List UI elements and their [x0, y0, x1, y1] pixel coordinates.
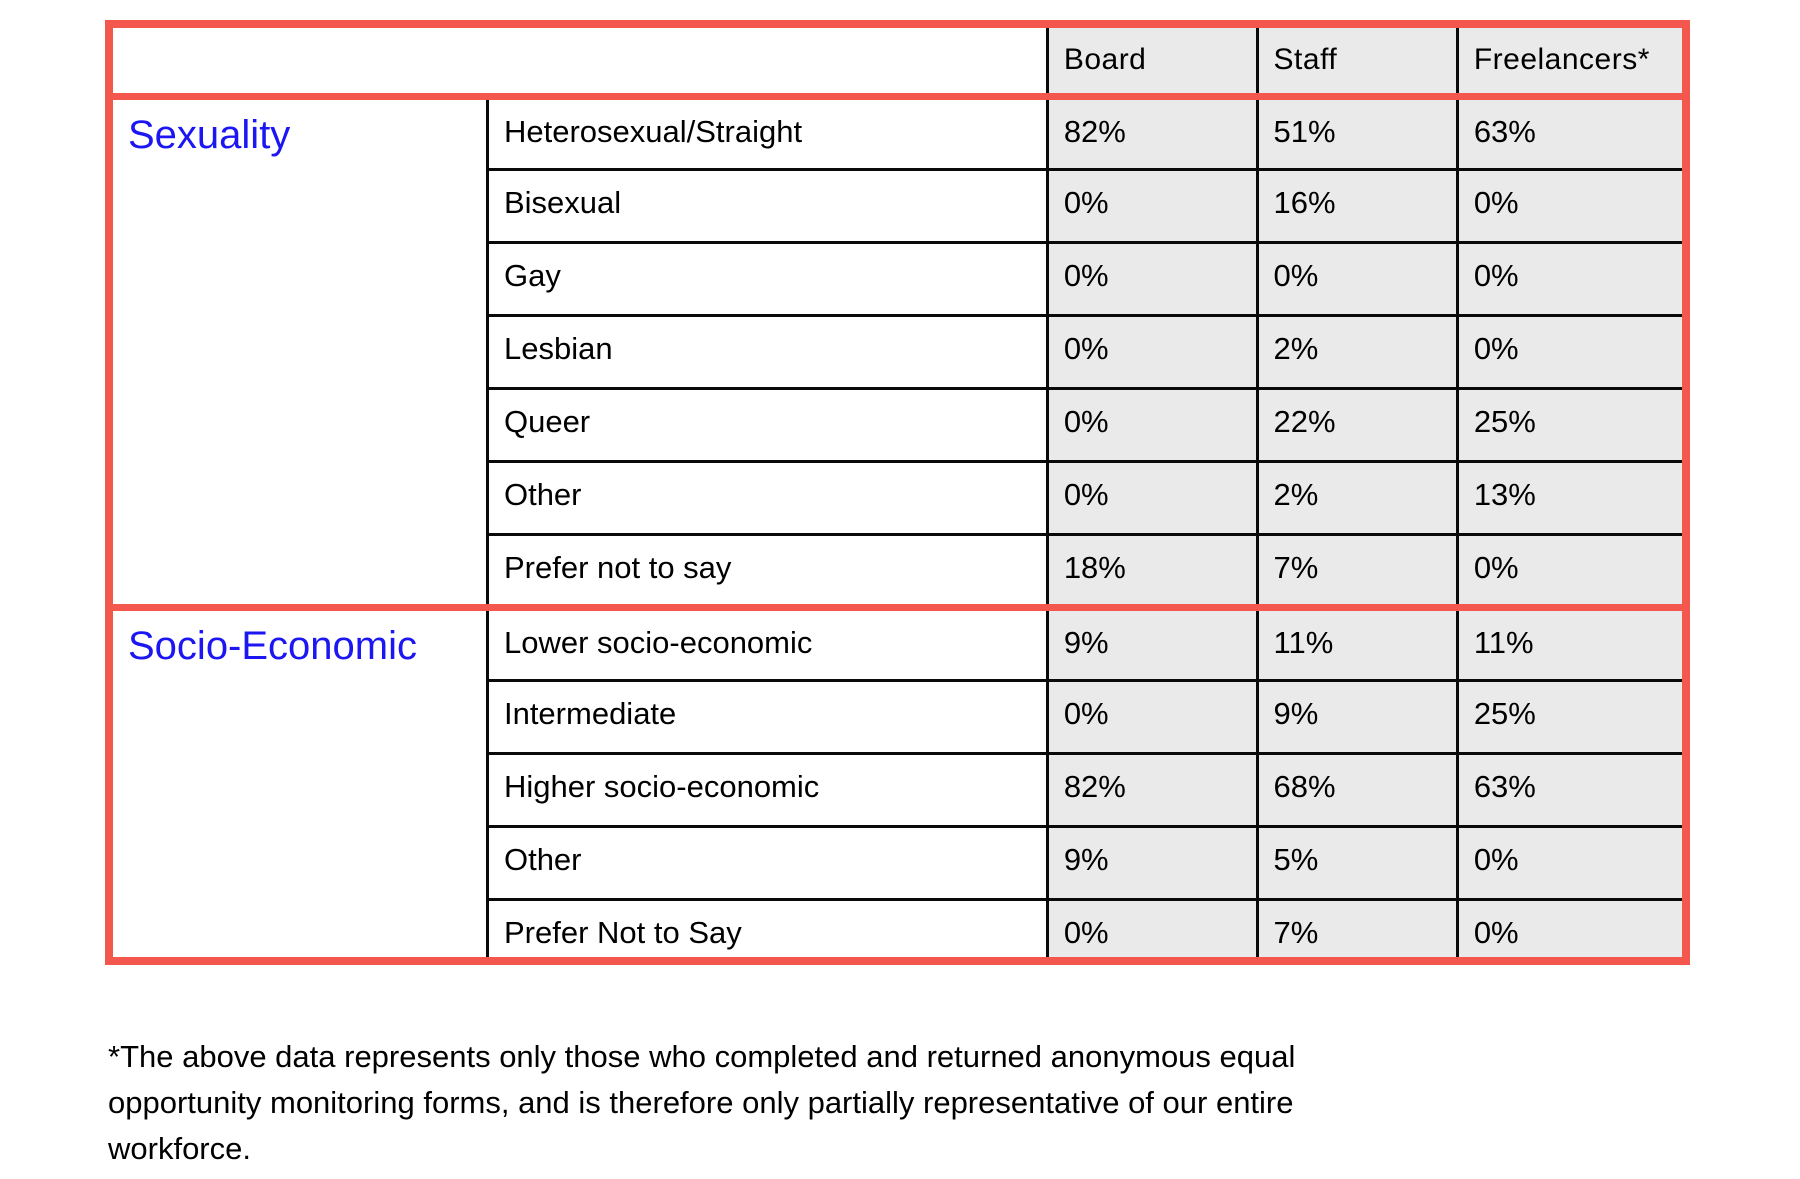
value-cell-board: 0% — [1047, 899, 1257, 961]
value-cell-freelancers: 13% — [1457, 461, 1686, 534]
value-cell-staff: 51% — [1257, 96, 1457, 169]
category-cell: Lesbian — [487, 315, 1047, 388]
value-cell-board: 0% — [1047, 388, 1257, 461]
value-cell-board: 0% — [1047, 461, 1257, 534]
value-cell-staff: 7% — [1257, 899, 1457, 961]
value-cell-freelancers: 25% — [1457, 680, 1686, 753]
category-cell: Prefer not to say — [487, 534, 1047, 607]
section-label-socio-economic: Socio-Economic — [109, 607, 487, 961]
category-cell: Other — [487, 461, 1047, 534]
value-cell-staff: 22% — [1257, 388, 1457, 461]
table-header-row — [109, 24, 1686, 96]
value-cell-staff: 0% — [1257, 242, 1457, 315]
table-row — [109, 607, 1686, 680]
category-cell: Gay — [487, 242, 1047, 315]
value-cell-freelancers: 0% — [1457, 242, 1686, 315]
category-cell: Heterosexual/Straight — [487, 96, 1047, 169]
value-cell-staff: 9% — [1257, 680, 1457, 753]
value-cell-freelancers: 0% — [1457, 169, 1686, 242]
value-cell-staff: 5% — [1257, 826, 1457, 899]
value-cell-board: 0% — [1047, 242, 1257, 315]
value-cell-freelancers: 0% — [1457, 534, 1686, 607]
column-header-staff: Staff — [1257, 24, 1457, 96]
footnote — [108, 1034, 1568, 1172]
value-cell-staff: 7% — [1257, 534, 1457, 607]
column-header-freelancers: Freelancers* — [1457, 24, 1686, 96]
value-cell-staff: 68% — [1257, 753, 1457, 826]
footnote-line-2: opportunity monitoring forms, and is therefore only partially representative of our entire — [108, 1084, 1294, 1120]
value-cell-freelancers: 11% — [1457, 607, 1686, 680]
category-cell: Lower socio-economic — [487, 607, 1047, 680]
value-cell-freelancers: 63% — [1457, 96, 1686, 169]
value-cell-board: 0% — [1047, 169, 1257, 242]
column-header-board: Board — [1047, 24, 1257, 96]
value-cell-board: 82% — [1047, 96, 1257, 169]
value-cell-board: 9% — [1047, 826, 1257, 899]
footnote-line-3: workforce. — [108, 1130, 251, 1166]
section-label-sexuality: Sexuality — [109, 96, 487, 607]
value-cell-board: 9% — [1047, 607, 1257, 680]
value-cell-staff: 2% — [1257, 461, 1457, 534]
header-empty-cell — [109, 24, 1047, 96]
category-cell: Higher socio-economic — [487, 753, 1047, 826]
value-cell-freelancers: 25% — [1457, 388, 1686, 461]
category-cell: Intermediate — [487, 680, 1047, 753]
category-cell: Queer — [487, 388, 1047, 461]
value-cell-staff: 2% — [1257, 315, 1457, 388]
value-cell-board: 82% — [1047, 753, 1257, 826]
value-cell-freelancers: 0% — [1457, 899, 1686, 961]
value-cell-freelancers: 0% — [1457, 826, 1686, 899]
category-cell: Bisexual — [487, 169, 1047, 242]
value-cell-freelancers: 63% — [1457, 753, 1686, 826]
value-cell-board: 18% — [1047, 534, 1257, 607]
value-cell-freelancers: 0% — [1457, 315, 1686, 388]
equal-opportunity-table — [105, 20, 1690, 965]
table-row — [109, 96, 1686, 169]
value-cell-board: 0% — [1047, 680, 1257, 753]
category-cell: Prefer Not to Say — [487, 899, 1047, 961]
footnote-line-1: *The above data represents only those who completed and returned anonymous equal — [108, 1039, 1296, 1074]
value-cell-staff: 16% — [1257, 169, 1457, 242]
value-cell-staff: 11% — [1257, 607, 1457, 680]
category-cell: Other — [487, 826, 1047, 899]
value-cell-board: 0% — [1047, 315, 1257, 388]
